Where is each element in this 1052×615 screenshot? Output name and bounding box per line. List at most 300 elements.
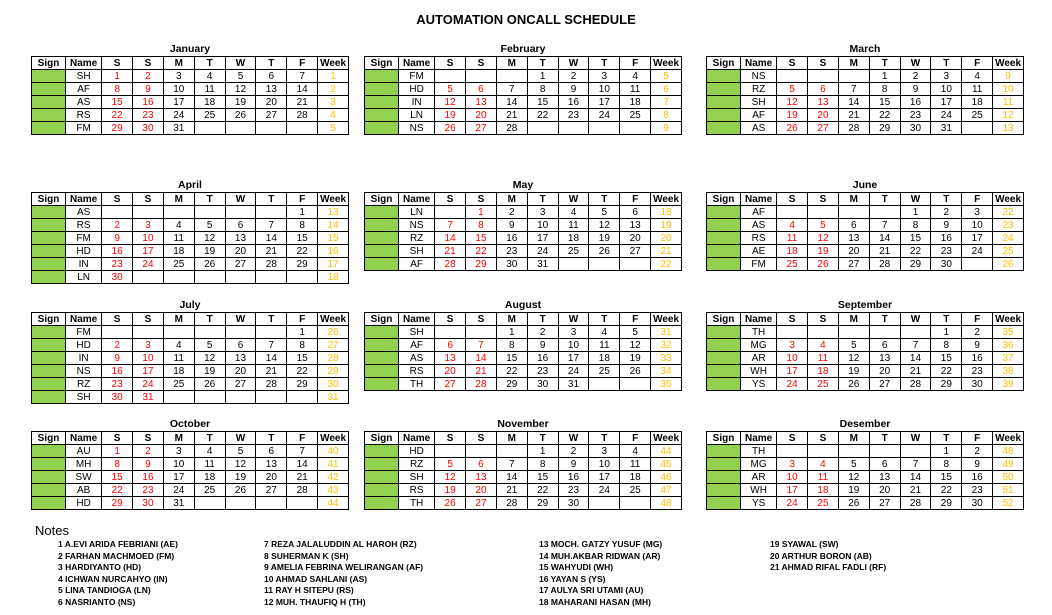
month-name: August [504, 299, 542, 311]
day-cell: 26 [194, 258, 225, 271]
day-cell [225, 497, 256, 510]
name-cell: IN [66, 352, 102, 365]
sign-cell[interactable] [365, 326, 399, 339]
name-cell: RS [66, 219, 102, 232]
sign-cell[interactable] [32, 96, 66, 109]
day-cell: 26 [620, 365, 651, 378]
sign-cell[interactable] [32, 497, 66, 510]
day-cell: 11 [558, 219, 589, 232]
note-item: 7 REZA JALALUDDIN AL HAROH (RZ) [264, 539, 417, 549]
sign-cell[interactable] [707, 352, 741, 365]
name-cell: AR [741, 352, 777, 365]
column-header: Week [651, 57, 682, 70]
day-cell: 28 [256, 378, 287, 391]
day-cell: 22 [102, 109, 133, 122]
day-cell: 13 [225, 232, 256, 245]
day-cell: 19 [435, 484, 466, 497]
table-row [32, 245, 349, 258]
sign-cell[interactable] [707, 445, 741, 458]
day-cell: 10 [777, 352, 808, 365]
column-header: M [163, 313, 194, 326]
table-row [365, 83, 682, 96]
day-cell: 21 [496, 484, 527, 497]
day-cell: 28 [256, 258, 287, 271]
sign-cell[interactable] [365, 471, 399, 484]
week-cell: 31 [651, 326, 682, 339]
sign-cell[interactable] [32, 122, 66, 135]
month-table [31, 431, 349, 510]
column-header: W [225, 432, 256, 445]
week-cell: 18 [318, 271, 349, 284]
column-header: F [962, 57, 993, 70]
day-cell: 28 [287, 109, 318, 122]
sign-cell[interactable] [365, 245, 399, 258]
column-header: T [869, 313, 900, 326]
day-cell: 10 [589, 458, 620, 471]
month-table [706, 312, 1024, 391]
name-cell: FM [399, 70, 435, 83]
sign-cell[interactable] [707, 245, 741, 258]
day-cell: 1 [287, 206, 318, 219]
column-header: Name [66, 193, 102, 206]
day-cell [838, 326, 869, 339]
name-cell: SH [399, 471, 435, 484]
day-cell: 6 [620, 206, 651, 219]
day-cell: 16 [558, 96, 589, 109]
day-cell [194, 391, 225, 404]
day-cell: 25 [962, 109, 993, 122]
sign-cell[interactable] [365, 445, 399, 458]
sign-cell[interactable] [365, 96, 399, 109]
day-cell: 18 [558, 232, 589, 245]
sign-cell[interactable] [365, 484, 399, 497]
column-header: Name [399, 432, 435, 445]
day-cell: 13 [869, 471, 900, 484]
day-cell [777, 70, 808, 83]
table-row [707, 484, 1024, 497]
day-cell [962, 122, 993, 135]
month-name: July [179, 299, 201, 311]
day-cell: 18 [620, 471, 651, 484]
sign-cell[interactable] [365, 339, 399, 352]
column-header: M [496, 432, 527, 445]
table-row [32, 484, 349, 497]
sign-cell[interactable] [707, 339, 741, 352]
week-cell: 24 [993, 232, 1024, 245]
sign-cell[interactable] [707, 232, 741, 245]
sign-cell[interactable] [365, 458, 399, 471]
day-cell: 12 [225, 83, 256, 96]
name-cell: SH [399, 326, 435, 339]
week-cell: 13 [318, 206, 349, 219]
week-cell: 36 [993, 339, 1024, 352]
sign-cell[interactable] [32, 326, 66, 339]
table-row [707, 326, 1024, 339]
name-cell: LN [399, 206, 435, 219]
sign-cell[interactable] [707, 458, 741, 471]
day-cell: 26 [838, 497, 869, 510]
column-header: S [102, 57, 133, 70]
table-row [365, 219, 682, 232]
table-row [365, 471, 682, 484]
sign-cell[interactable] [32, 258, 66, 271]
column-header: Week [651, 193, 682, 206]
day-cell: 1 [466, 206, 497, 219]
sign-cell[interactable] [365, 258, 399, 271]
sign-cell[interactable] [365, 378, 399, 391]
day-cell: 18 [163, 365, 194, 378]
day-cell: 3 [133, 339, 164, 352]
column-header: Sign [707, 57, 741, 70]
sign-cell[interactable] [32, 352, 66, 365]
sign-cell[interactable] [32, 339, 66, 352]
day-cell: 17 [527, 232, 558, 245]
day-cell [869, 445, 900, 458]
table-row [707, 378, 1024, 391]
name-cell: AS [399, 352, 435, 365]
day-cell: 9 [102, 352, 133, 365]
column-header: T [589, 313, 620, 326]
day-cell: 12 [194, 352, 225, 365]
column-header: W [225, 193, 256, 206]
day-cell: 23 [102, 378, 133, 391]
day-cell: 10 [931, 83, 962, 96]
day-cell: 11 [808, 471, 839, 484]
day-cell: 25 [808, 497, 839, 510]
column-header: Sign [707, 193, 741, 206]
sign-cell[interactable] [707, 378, 741, 391]
sign-cell[interactable] [707, 484, 741, 497]
header-row [32, 57, 349, 70]
day-cell: 31 [133, 391, 164, 404]
table-row [365, 339, 682, 352]
day-cell: 6 [869, 339, 900, 352]
day-cell: 5 [435, 458, 466, 471]
column-header: W [558, 432, 589, 445]
name-cell: FM [66, 232, 102, 245]
month-table [364, 56, 682, 135]
sign-cell[interactable] [365, 70, 399, 83]
day-cell: 7 [496, 83, 527, 96]
sign-cell[interactable] [707, 122, 741, 135]
sign-cell[interactable] [365, 83, 399, 96]
sign-cell[interactable] [32, 458, 66, 471]
month-name: May [512, 179, 534, 191]
day-cell: 7 [287, 70, 318, 83]
sign-cell[interactable] [365, 497, 399, 510]
column-header: T [527, 193, 558, 206]
day-cell: 29 [102, 122, 133, 135]
day-cell: 24 [558, 365, 589, 378]
sign-cell[interactable] [32, 378, 66, 391]
sign-cell[interactable] [365, 122, 399, 135]
month-name: November [497, 418, 549, 430]
day-cell: 6 [808, 83, 839, 96]
table-row [707, 83, 1024, 96]
day-cell: 13 [466, 471, 497, 484]
month-table [706, 56, 1024, 135]
day-cell: 2 [558, 70, 589, 83]
day-cell: 17 [163, 96, 194, 109]
sign-cell[interactable] [32, 109, 66, 122]
note-item: 1 A.EVI ARIDA FEBRIANI (AE) [58, 539, 178, 549]
day-cell: 8 [466, 219, 497, 232]
day-cell: 21 [900, 484, 931, 497]
day-cell: 14 [900, 352, 931, 365]
sign-cell[interactable] [365, 219, 399, 232]
day-cell: 24 [527, 245, 558, 258]
day-cell: 2 [962, 445, 993, 458]
day-cell [496, 445, 527, 458]
day-cell: 21 [838, 109, 869, 122]
sign-cell[interactable] [707, 109, 741, 122]
note-item: 6 NASRIANTO (NS) [58, 596, 136, 607]
day-cell: 14 [869, 232, 900, 245]
day-cell: 5 [225, 445, 256, 458]
column-header: M [163, 193, 194, 206]
name-cell: TH [741, 326, 777, 339]
page-title: AUTOMATION ONCALL SCHEDULE [416, 12, 636, 27]
table-row [365, 122, 682, 135]
day-cell: 17 [931, 96, 962, 109]
month-9 [706, 299, 1024, 391]
name-cell: RZ [399, 232, 435, 245]
sign-cell[interactable] [32, 70, 66, 83]
note-item: 16 YAYAN S (YS) [539, 573, 606, 584]
table-row [707, 232, 1024, 245]
table-row [32, 96, 349, 109]
sign-cell[interactable] [365, 206, 399, 219]
day-cell [225, 122, 256, 135]
day-cell: 15 [102, 471, 133, 484]
sign-cell[interactable] [365, 109, 399, 122]
day-cell: 4 [808, 458, 839, 471]
column-header: F [620, 57, 651, 70]
sign-cell[interactable] [32, 445, 66, 458]
day-cell: 19 [435, 109, 466, 122]
week-cell: 11 [993, 96, 1024, 109]
day-cell: 26 [194, 378, 225, 391]
header-row [707, 432, 1024, 445]
day-cell: 22 [287, 245, 318, 258]
column-header: S [466, 313, 497, 326]
sign-cell[interactable] [707, 206, 741, 219]
week-cell: 31 [318, 391, 349, 404]
table-row [707, 458, 1024, 471]
column-header: W [900, 57, 931, 70]
column-header: M [496, 313, 527, 326]
week-cell: 19 [651, 219, 682, 232]
note-item: 13 MOCH. GATZY YUSUF (MG) [539, 539, 663, 549]
day-cell: 3 [589, 445, 620, 458]
note-item: 9 AMELIA FEBRINA WELIRANGAN (AF) [264, 562, 424, 572]
column-header: W [225, 57, 256, 70]
week-cell: 37 [993, 352, 1024, 365]
day-cell: 28 [838, 122, 869, 135]
sign-cell[interactable] [32, 83, 66, 96]
day-cell [869, 326, 900, 339]
day-cell: 15 [527, 471, 558, 484]
column-header: Week [993, 193, 1024, 206]
day-cell: 29 [287, 258, 318, 271]
sign-cell[interactable] [32, 471, 66, 484]
sign-cell[interactable] [32, 484, 66, 497]
day-cell: 10 [163, 458, 194, 471]
sign-cell[interactable] [32, 232, 66, 245]
month-name: March [849, 43, 881, 55]
week-cell: 5 [318, 122, 349, 135]
day-cell: 20 [225, 365, 256, 378]
day-cell: 6 [838, 219, 869, 232]
sign-cell[interactable] [32, 245, 66, 258]
column-header: T [256, 57, 287, 70]
day-cell: 14 [496, 471, 527, 484]
day-cell: 10 [777, 471, 808, 484]
week-cell: 22 [993, 206, 1024, 219]
day-cell: 15 [931, 352, 962, 365]
column-header: Week [993, 432, 1024, 445]
day-cell: 21 [466, 365, 497, 378]
day-cell: 16 [102, 245, 133, 258]
sign-cell[interactable] [365, 352, 399, 365]
day-cell: 27 [256, 109, 287, 122]
day-cell: 11 [194, 83, 225, 96]
column-header: M [838, 313, 869, 326]
column-header: S [466, 432, 497, 445]
column-header: S [133, 57, 164, 70]
sign-cell[interactable] [365, 365, 399, 378]
day-cell [225, 271, 256, 284]
name-cell: AF [66, 83, 102, 96]
day-cell: 1 [931, 445, 962, 458]
table-row [365, 70, 682, 83]
name-cell: MG [741, 339, 777, 352]
week-cell: 35 [993, 326, 1024, 339]
day-cell: 20 [256, 96, 287, 109]
sign-cell[interactable] [707, 471, 741, 484]
day-cell: 15 [466, 232, 497, 245]
day-cell: 20 [808, 109, 839, 122]
sign-cell[interactable] [707, 258, 741, 271]
column-header: F [962, 193, 993, 206]
week-cell: 30 [318, 378, 349, 391]
day-cell: 30 [962, 497, 993, 510]
day-cell: 17 [133, 365, 164, 378]
sign-cell[interactable] [707, 326, 741, 339]
month-12 [706, 418, 1024, 510]
column-header: F [962, 432, 993, 445]
column-header: T [589, 193, 620, 206]
name-cell: FM [66, 326, 102, 339]
day-cell: 5 [435, 83, 466, 96]
name-cell: HD [399, 445, 435, 458]
day-cell: 7 [435, 219, 466, 232]
day-cell: 4 [777, 219, 808, 232]
day-cell: 21 [496, 109, 527, 122]
sign-cell[interactable] [707, 365, 741, 378]
day-cell: 31 [163, 122, 194, 135]
day-cell: 30 [900, 122, 931, 135]
name-cell: AU [66, 445, 102, 458]
note-item: 21 AHMAD RIFAL FADLI (RF) [770, 562, 887, 572]
day-cell [558, 258, 589, 271]
column-header: S [777, 57, 808, 70]
day-cell: 19 [194, 245, 225, 258]
header-row [707, 313, 1024, 326]
day-cell: 5 [589, 206, 620, 219]
week-cell: 20 [651, 232, 682, 245]
day-cell: 25 [194, 484, 225, 497]
day-cell: 2 [496, 206, 527, 219]
week-cell: 47 [651, 484, 682, 497]
column-header: T [256, 313, 287, 326]
sign-cell[interactable] [707, 70, 741, 83]
column-header: Week [318, 193, 349, 206]
day-cell: 8 [527, 83, 558, 96]
month-table [31, 312, 349, 404]
day-cell: 26 [838, 378, 869, 391]
day-cell [194, 206, 225, 219]
sign-cell[interactable] [32, 206, 66, 219]
table-row [365, 378, 682, 391]
sign-cell[interactable] [707, 83, 741, 96]
sign-cell[interactable] [707, 219, 741, 232]
table-row [32, 378, 349, 391]
name-cell: YS [741, 378, 777, 391]
day-cell: 20 [869, 484, 900, 497]
name-cell: SH [66, 391, 102, 404]
table-row [707, 471, 1024, 484]
week-cell: 23 [993, 219, 1024, 232]
sign-cell[interactable] [32, 271, 66, 284]
month-table [364, 431, 682, 510]
day-cell: 18 [163, 245, 194, 258]
day-cell: 6 [869, 458, 900, 471]
day-cell: 11 [620, 83, 651, 96]
sign-cell[interactable] [707, 497, 741, 510]
week-cell: 42 [318, 471, 349, 484]
week-cell: 44 [651, 445, 682, 458]
column-header: S [466, 193, 497, 206]
column-header: W [558, 313, 589, 326]
sign-cell[interactable] [707, 96, 741, 109]
table-row [707, 122, 1024, 135]
day-cell: 8 [287, 339, 318, 352]
day-cell: 7 [869, 219, 900, 232]
day-cell [225, 206, 256, 219]
day-cell: 13 [808, 96, 839, 109]
day-cell: 29 [869, 122, 900, 135]
day-cell: 3 [777, 458, 808, 471]
sign-cell[interactable] [32, 219, 66, 232]
day-cell: 28 [869, 258, 900, 271]
day-cell [435, 70, 466, 83]
day-cell: 12 [435, 96, 466, 109]
header-row [707, 193, 1024, 206]
column-header: T [869, 57, 900, 70]
sign-cell[interactable] [32, 391, 66, 404]
day-cell [194, 122, 225, 135]
week-cell: 34 [651, 365, 682, 378]
name-cell: HD [399, 83, 435, 96]
day-cell [256, 206, 287, 219]
sign-cell[interactable] [32, 365, 66, 378]
day-cell [808, 206, 839, 219]
day-cell: 30 [133, 122, 164, 135]
month-table [31, 56, 349, 135]
day-cell: 9 [900, 83, 931, 96]
sign-cell[interactable] [365, 232, 399, 245]
